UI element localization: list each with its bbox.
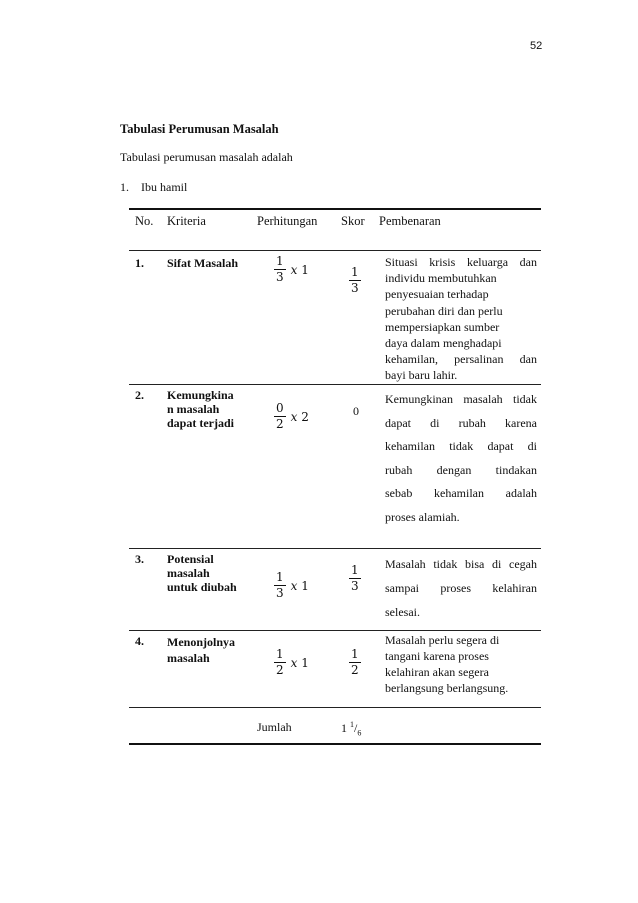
header-skor: Skor [341, 214, 365, 228]
row-pembenaran: Kemungkinan masalah tidak dapat di rubah karena kehamilan tidak dapat di rubah dengan tindakan sebab kehamilan adalah proses alamiah. [385, 392, 537, 524]
row-perhitungan: 1 3 x 1 [276, 254, 309, 285]
header-no: No. [135, 214, 154, 228]
row-number: 1. [135, 256, 144, 270]
row-number: 4. [135, 634, 144, 648]
row-pembenaran: Masalah perlu segera di tangani karena proses kelahiran akan segera berlangsung berlangsung. [385, 633, 509, 695]
row-perhitungan: 1 2 x 1 [276, 647, 309, 678]
header-pembenaran: Pembenaran [379, 214, 441, 228]
row-skor: 1 2 [351, 647, 359, 678]
row-kriteria: Potensial masalah untuk diubah [167, 552, 237, 594]
page-number: 52 [530, 40, 543, 52]
list-label: Ibu hamil [141, 180, 188, 194]
row-perhitungan: 0 2 x 2 [276, 401, 309, 432]
section-heading: Tabulasi Perumusan Masalah [120, 122, 279, 136]
header-perhitungan: Perhitungan [257, 214, 318, 228]
row-kriteria: Sifat Masalah [167, 256, 239, 270]
row-kriteria: Menonjolnya masalah [167, 635, 236, 665]
total-label: Jumlah [257, 720, 292, 734]
row-skor: 1 3 [351, 265, 359, 296]
row-skor: 1 3 [351, 563, 359, 594]
intro-text: Tabulasi perumusan masalah adalah [120, 150, 293, 164]
header-kriteria: Kriteria [167, 214, 206, 228]
row-number: 3. [135, 552, 144, 566]
row-perhitungan: 1 3 x 1 [276, 570, 309, 601]
row-pembenaran: Masalah tidak bisa di cegah sampai proses kelahiran selesai. [385, 557, 537, 619]
row-number: 2. [135, 388, 144, 402]
row-kriteria: Kemungkina n masalah dapat terjadi [167, 388, 234, 430]
list-item [120, 180, 187, 195]
list-number: 1. [120, 180, 129, 194]
row-skor: 0 [353, 404, 359, 418]
row-pembenaran: Situasi krisis keluarga dan individu membutuhkan penyesuaian terhadap perubahan diri dan perlu mempersiapkan sumber daya dalam menghadapi kehamilan, persalinan dan bayi baru lahir. [385, 255, 537, 383]
total-value: 1 $^1/_6$ [341, 720, 362, 738]
